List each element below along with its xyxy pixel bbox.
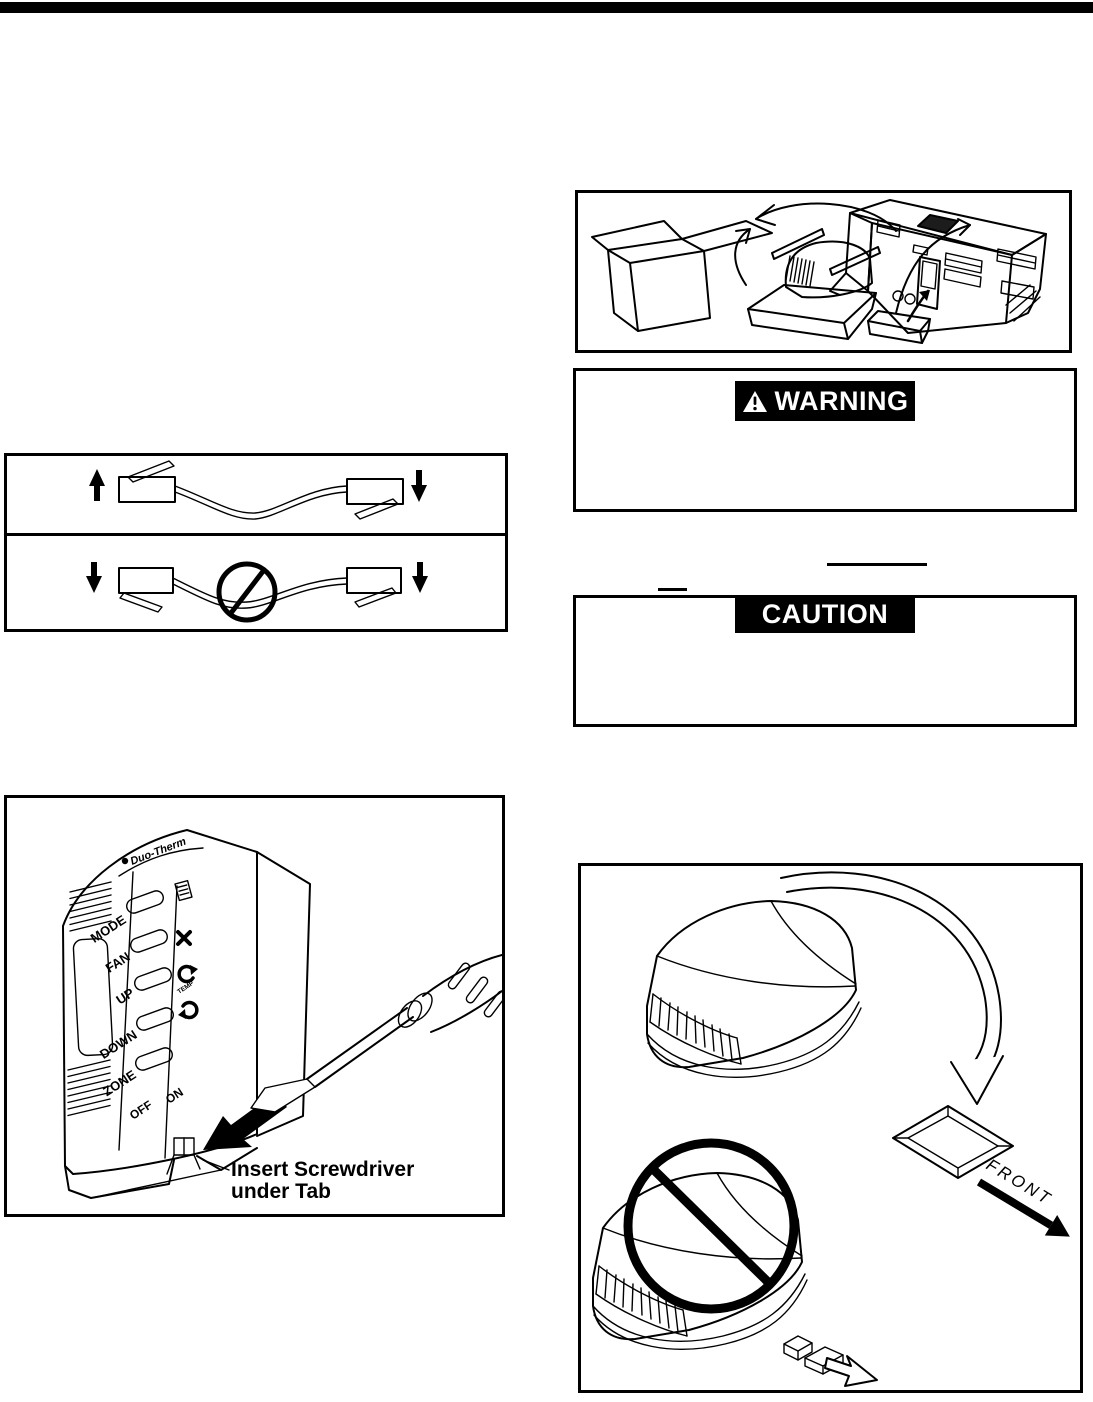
down-arrow-icon [411, 485, 427, 502]
caution-box [573, 595, 1077, 727]
connector-tab [355, 499, 398, 519]
rv-trailer-icon [830, 200, 1046, 333]
front-label: FRONT [982, 1155, 1056, 1210]
ac-shroud-icon [647, 901, 861, 1077]
caution-label: CAUTION [761, 598, 889, 629]
cable-wrong-panel [86, 562, 428, 620]
callout-line2: under Tab [231, 1180, 331, 1203]
button-label-up: UP [113, 984, 137, 1008]
cable-line [173, 578, 347, 602]
underline-mark-1 [827, 563, 927, 566]
cable-correct-panel [89, 461, 427, 519]
underline-mark-2 [658, 588, 687, 591]
unpacking-drawing [578, 193, 1069, 350]
brand-mark-icon [122, 858, 128, 864]
cable-drawing [7, 456, 505, 629]
page-top-rule [0, 2, 1093, 13]
caution-banner [735, 595, 915, 633]
button-label-zone: ZONE [100, 1066, 139, 1100]
thermostat-drawing [7, 798, 502, 1214]
connector-tab [120, 593, 162, 612]
screwdriver-icon [251, 955, 502, 1112]
brand-label: Duo-Therm [128, 835, 188, 868]
warning-label: WARNING [774, 385, 909, 416]
callout-leader-line [203, 1160, 229, 1170]
button-label-mode: MODE [87, 911, 129, 946]
warning-banner [735, 381, 915, 421]
kit-package-icon [868, 311, 930, 343]
connector-plug-left [119, 477, 175, 502]
remove-arrow-icon [825, 1356, 877, 1386]
figure-unpacking [575, 190, 1072, 353]
figure-roof-install [578, 863, 1083, 1393]
warning-triangle-icon [742, 390, 768, 413]
temp-label: TEMP [176, 979, 196, 996]
roof-install-drawing [581, 866, 1080, 1390]
warning-box [573, 368, 1077, 512]
shipping-box-icon [592, 221, 772, 331]
small-lift-arrow-icon [735, 229, 750, 285]
connector-tab [355, 588, 396, 607]
button-label-down: DOWN [96, 1026, 140, 1062]
lift-arrow-icon [756, 204, 896, 231]
connector-plug-left [119, 568, 173, 593]
on-label: ON [163, 1084, 186, 1107]
off-label: OFF [127, 1097, 155, 1123]
ac-shroud-wrong-icon [593, 1173, 807, 1349]
connector-tab [128, 461, 174, 482]
callout-line1: Insert Screwdriver [231, 1158, 415, 1181]
thermostat-body [63, 830, 310, 1198]
button-label-fan: FAN [102, 948, 133, 976]
down-arrow-icon [86, 576, 102, 593]
down-arrow-icon [412, 576, 428, 593]
figure-cable-orientation [4, 453, 508, 632]
figure-thermostat [4, 795, 505, 1217]
roof-opening-dark [918, 215, 958, 233]
up-arrow-icon [89, 469, 105, 486]
cable-line [175, 486, 347, 513]
